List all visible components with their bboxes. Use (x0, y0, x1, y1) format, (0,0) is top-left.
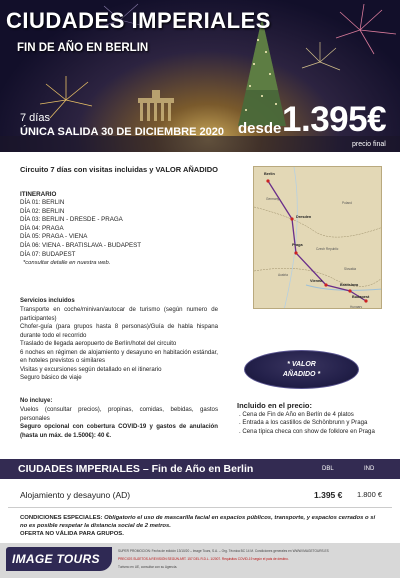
conditions-lead: CONDICIONES ESPECIALES: (20, 515, 103, 521)
page-title: CIUDADES IMPERIALES (6, 8, 271, 33)
intro-text: Circuito 7 días con visitas incluidas y VALOR AÑADIDO (20, 165, 218, 174)
map-region-label: Hungary (350, 305, 363, 309)
divider (8, 507, 392, 508)
services-title: Servicios incluidos (20, 298, 75, 304)
map-city-label: Vienna (310, 279, 323, 283)
column-dbl: DBL (322, 466, 334, 472)
itinerary-day: DÍA 01: BERLIN (20, 199, 65, 206)
map-region-label: Austria (278, 273, 288, 277)
hero-price: 1.395€ (282, 100, 387, 139)
trip-duration: 7 días (20, 112, 50, 124)
map-city-label: Berlin (264, 172, 275, 176)
included-item: . Entrada a los castillos de Schönbrunn y Praga (239, 419, 368, 427)
hero-banner (0, 0, 400, 152)
not-included-title: No incluye: (20, 398, 53, 404)
footer-line: Turismo en UE, consultar con su Agencia. (118, 565, 178, 569)
brand-logo[interactable] (6, 547, 112, 571)
map-city-label: Praga (292, 243, 303, 247)
map-city-label: Budapest (352, 295, 370, 299)
badge-line: AÑADIDO * (282, 371, 321, 378)
itinerary-day: DÍA 04: PRAGA (20, 224, 64, 232)
route-map-drawing (254, 167, 382, 309)
services-list (20, 306, 218, 383)
itinerary-day: DÍA 06: VIENA - BRATISLAVA - BUDAPEST (20, 241, 142, 249)
service-item: Visitas y excursiones según detallado en el itinerario (20, 365, 162, 373)
table-row-label: Alojamiento y desayuno (AD) (20, 490, 131, 500)
map-city-label: Bratislava (340, 283, 359, 287)
price-prefix: desde (238, 120, 282, 137)
table-price-dbl: 1.395 € (314, 490, 343, 500)
included-item: . Cena de Fin de Año en Berlín de 4 platos (239, 411, 354, 418)
insurance-line: Seguro opcional con cobertura COVID-19 y gastos de anulación (hasta un máx. de 1.500€): 40 €. (20, 423, 218, 439)
column-ind: IND (364, 466, 375, 472)
itinerary-title: ITINERARIO (20, 191, 57, 198)
departure-date: ÚNICA SALIDA 30 DE DICIEMBRE 2020 (20, 126, 224, 138)
service-item: 6 noches en régimen de alojamiento y desayuno en habitación estándar, en hoteles previstos o similares (20, 348, 218, 364)
price-note: precio final (352, 141, 386, 148)
service-item: Seguro básico de viaje (20, 374, 82, 381)
itinerary-day: DÍA 05: PRAGA - VIENA (20, 233, 88, 241)
service-item: Chofer-guía (para grupos hasta 8 personas)/Guía de habla hispana durante todo el recorrido (20, 323, 218, 339)
conditions-text: Obligatorio el uso de mascarilla facial en espacios públicos, transporte, y espacios cerrados o si no es posible respetar la distancia social de 2 metros. (20, 515, 376, 529)
map-region-label: Poland (342, 201, 352, 205)
map-region-label: Slovakia (344, 267, 357, 271)
map-city-label: Dresden (296, 215, 312, 219)
itinerary-day: DÍA 02: BERLIN (20, 207, 65, 215)
included-title: Incluido en el precio: (237, 401, 313, 410)
footer-line: PRECIOS SUJETOS A REVISIÓN SEGÚN ART. 157 DEL R.D.L. 1/2007. Requisitos COVID-19 según el país de destino. (118, 557, 289, 561)
table-price-ind: 1.800 € (357, 490, 383, 499)
price-table-title: CIUDADES IMPERIALES – Fin de Año en Berlin (18, 463, 254, 475)
itinerary-day: DÍA 03: BERLIN - DRESDE - PRAGA (20, 216, 123, 224)
service-item: Transporte en coche/minivan/autocar de turismo (según numero de participantes) (20, 306, 218, 322)
service-item: Traslado de llegada aeropuerto de Berlín/hotel del circuito (20, 340, 177, 347)
not-included-text (20, 406, 218, 440)
price-table-header (0, 459, 400, 479)
not-valid-groups: OFERTA NO VÁLIDA PARA GRUPOS. (20, 531, 124, 537)
special-conditions (20, 514, 384, 538)
map-region-label: Czech Republic (316, 247, 339, 251)
value-added-badge (244, 350, 359, 389)
logo-text: IMAGE TOURS (12, 552, 100, 566)
route-map (253, 166, 382, 309)
not-included-line: Vuelos (consultar precios), propinas, comidas, bebidas, gastos personales (20, 406, 218, 422)
footer (0, 543, 400, 578)
page-subtitle: FIN DE AÑO EN BERLIN (17, 42, 149, 54)
itinerary-note: *consultar detalle en nuestra web. (23, 260, 111, 267)
badge-line: * VALOR (287, 361, 316, 368)
included-item: . Cena típica checa con show de folklore en Praga (239, 427, 375, 435)
itinerary-list (20, 199, 141, 268)
itinerary-day: DÍA 07: BUDAPEST (20, 250, 76, 258)
footer-line: SUPER PROMOCION: Fecha de edición 13/10/20 – Image Tours, S.A. – Org. Técnica BC 14 M. Condiciones generales en WWW.IMAGETOURS.ES (118, 549, 329, 553)
included-list (239, 411, 375, 436)
map-region-label: Germany (266, 197, 280, 201)
